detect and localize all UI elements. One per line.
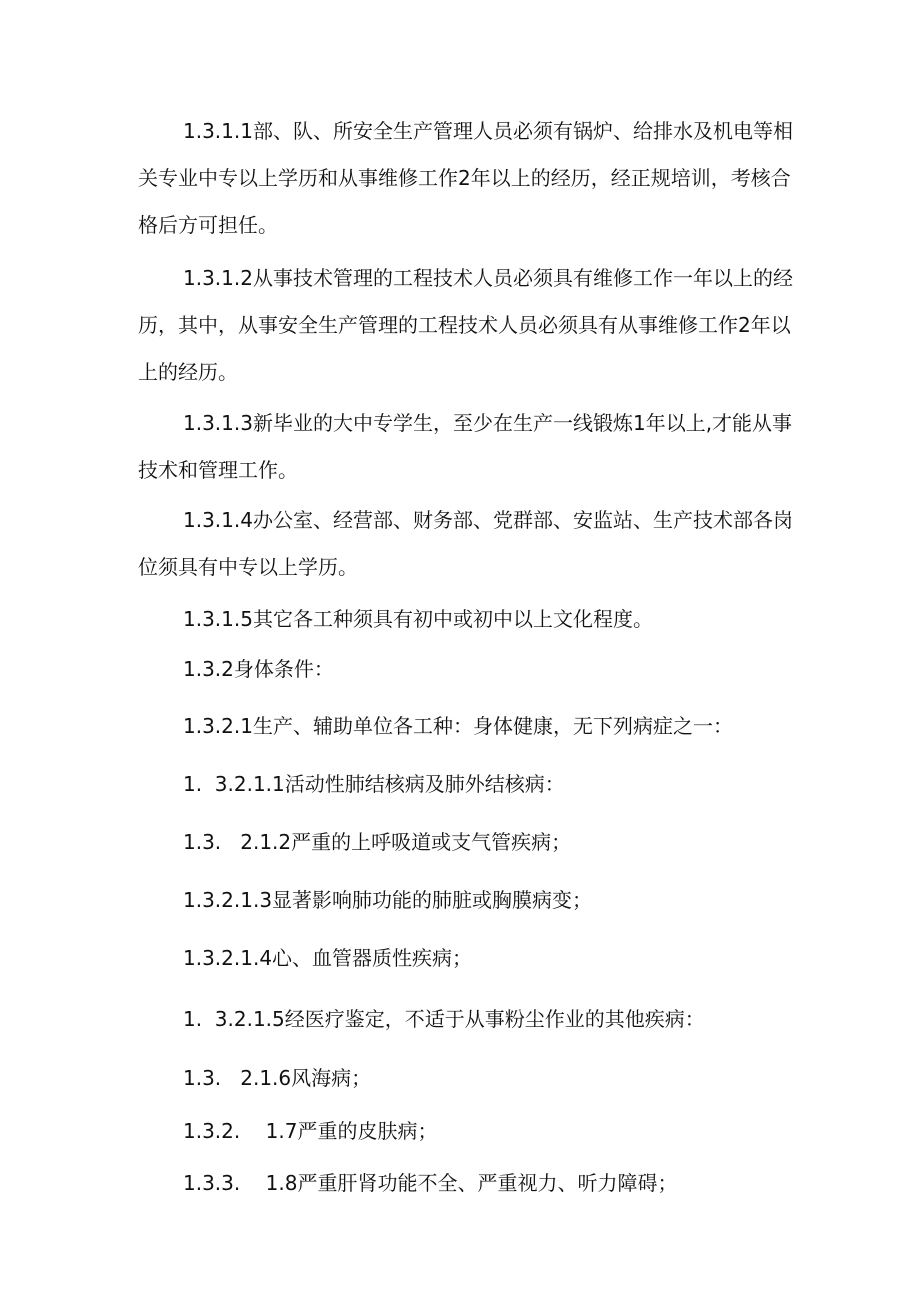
item-1-3-2-1: 1.3.2.1生产、辅助单位各工种：身体健康，无下列病症之一： (183, 714, 733, 738)
paragraph-line: 1.3.1.1部、队、所安全生产管理人员必须有锅炉、给排水及机电等相 (183, 119, 793, 143)
paragraph-1-3-1-1 (138, 108, 798, 249)
paragraph-line: 1.3.1.4办公室、经营部、财务部、党群部、安监站、生产技术部各岗 (183, 508, 793, 532)
item-1-3-2-1-5: 1. 3.2.1.5经医疗鉴定，不适于从事粉尘作业的其他疾病： (183, 1007, 705, 1031)
item-1-3-2-1-1: 1. 3.2.1.1活动性肺结核病及肺外结核病： (183, 772, 565, 796)
paragraph-line: 位须具有中专以上学历。 (138, 555, 358, 579)
item-1-3-2-1-2: 1.3. 2.1.2严重的上呼吸道或支气管疾病； (183, 830, 572, 854)
paragraph-line: 上的经历。 (138, 360, 238, 384)
item-1-3-2-1-6: 1.3. 2.1.6风海病； (183, 1066, 372, 1090)
item-1-3-2: 1.3.2身体条件： (183, 657, 334, 681)
paragraph-line: 历，其中，从事安全生产管理的工程技术人员必须具有从事维修工作2年以 (138, 313, 791, 337)
paragraph-line: 1.3.1.2从事技术管理的工程技术人员必须具有维修工作一年以上的经 (183, 266, 793, 290)
item-1-3-3-1-8: 1.3.3. 1.8严重肝肾功能不全、严重视力、听力障碍； (183, 1171, 678, 1195)
item-1-3-1-5: 1.3.1.5其它各工种须具有初中或初中以上文化程度。 (183, 607, 653, 631)
item-1-3-2-1-7: 1.3.2. 1.7严重的皮肤病； (183, 1119, 438, 1143)
item-1-3-2-1-3: 1.3.2.1.3显著影响肺功能的肺脏或胸膜病变； (183, 888, 593, 912)
paragraph-1-3-1-2 (138, 255, 798, 396)
paragraph-1-3-1-3 (138, 400, 798, 494)
paragraph-1-3-1-4 (138, 497, 798, 591)
item-1-3-2-1-4: 1.3.2.1.4心、血管器质性疾病； (183, 946, 473, 970)
paragraph-line: 1.3.1.3新毕业的大中专学生，至少在生产一线锻炼1年以上,才能从事 (183, 411, 793, 435)
paragraph-line: 技术和管理工作。 (138, 458, 298, 482)
paragraph-line: 关专业中专以上学历和从事维修工作2年以上的经历，经正规培训，考核合 (138, 166, 791, 190)
paragraph-line: 格后方可担任。 (138, 213, 278, 237)
